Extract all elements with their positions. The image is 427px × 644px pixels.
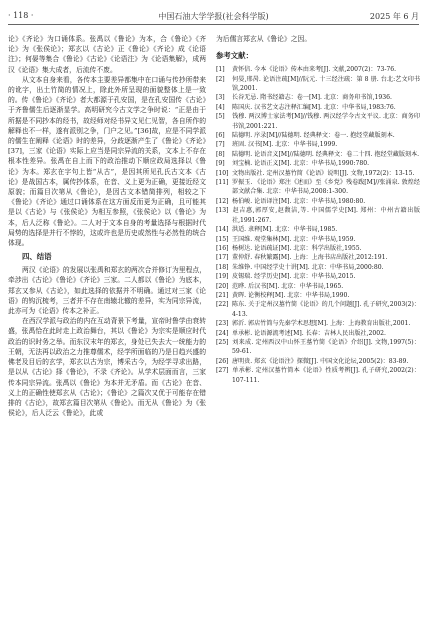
reference-item — [216, 282, 420, 291]
reference-text: 陈东. 关于定州汉墓竹简《论语》的几个问题[J]. 孔子研究,2003(2)：4-13. — [232, 301, 420, 318]
reference-item — [216, 235, 420, 244]
reference-text: 刘宝楠. 论语正义[M]. 北京：中华书局,1990:780. — [232, 160, 370, 168]
reference-item — [216, 75, 420, 94]
references-list — [216, 65, 420, 385]
reference-text: 班固. 汉书[M]. 北京：中华书局,1999. — [232, 141, 338, 149]
reference-item — [216, 244, 420, 253]
body-paragraph: 为后儒言郑玄从《鲁论》之因。 — [216, 35, 312, 43]
reference-number: [8] — [216, 150, 225, 158]
reference-item — [216, 300, 420, 319]
reference-number: [20] — [216, 282, 229, 290]
reference-number: [26] — [216, 357, 229, 365]
body-paragraph: 两汉《论语》的发展以张禹和郑玄的两次合并修订为里程点，牵涉出《古论》《鲁论》《齐论》三家。二人都以《鲁论》为底本，郑玄又参从《古论》，如此选择的依据并不明确。通过对三家《论语》的钩沉梳考，三者并不存在南辕北辙的差异，实为同宗异流，此亦可为《论语》传本之补正。 — [8, 266, 206, 316]
reference-text: 杨伯峻. 论语译注[M]. 北京：中华书局,1980:80. — [232, 197, 366, 205]
reference-item — [216, 225, 420, 234]
reference-number: [4] — [216, 103, 225, 111]
reference-number: [5] — [216, 113, 225, 121]
reference-item — [216, 65, 420, 74]
reference-item — [216, 263, 420, 272]
reference-text: 长谷无忌. 隋书经籍志：卷一[M]. 北京：商务印书馆,1936. — [232, 94, 392, 102]
right-column — [216, 34, 420, 642]
reference-item — [216, 291, 420, 300]
reference-number: [19] — [216, 273, 229, 281]
reference-number: [3] — [216, 94, 225, 102]
reference-item — [216, 159, 420, 168]
reference-number: [7] — [216, 141, 225, 149]
reference-text: 郭沂. 郭店竹简与先秦学术思想[M]. 上海：上海教育出版社,2001. — [232, 320, 411, 328]
reference-text: 单承彬. 论语源流考述[M]. 长春：吉林人民出版社,2002. — [232, 329, 386, 337]
reference-text: 罗振玉. 《论语》郑注《述而》至《乡党》残卷跋[M]//张涌泉. 敦煌经部文献合集. 北京：中华书局,2008:1-300. — [232, 179, 420, 196]
reference-item — [216, 366, 420, 385]
reference-text: 刘来成. 定州西汉中山怀王墓竹简《论语》介绍[J]. 文物,1997(5)：59-61. — [232, 338, 420, 356]
reference-text: 唐明贵. 郑玄《论语注》探微[J]. 中国文化论坛,2005(2)：83-89. — [232, 357, 409, 365]
reference-text: 陈国庆. 汉书艺文志注释汇编[M]. 北京：中华书局,1983:76. — [232, 103, 396, 111]
reference-item — [216, 272, 420, 281]
reference-text: 文物出版社. 定州汉墓竹简《论语》说明[J]. 文物,1972(2)：13-15. — [232, 169, 415, 177]
reference-number: [15] — [216, 235, 229, 243]
reference-item — [216, 178, 420, 197]
reference-item — [216, 150, 420, 159]
reference-text: 何晏,邢昺. 论语注疏[M]//阮元. 十三经注疏：第 8 册. 台北:艺文印书馆,2001. — [232, 75, 420, 93]
reference-number: [16] — [216, 244, 229, 252]
reference-number: [13] — [216, 207, 229, 215]
reference-number: [17] — [216, 254, 229, 262]
reference-text: 王国维. 观堂集林[M]. 北京：中华书局,1959. — [232, 235, 356, 243]
reference-text: 皮锡瑞. 经学历史[M]. 北京：中华书局,2015. — [232, 273, 356, 281]
reference-text: 陆德明. 论语音义[M]//陆德明. 经典释文：卷二十四. 抱经堂藏版刻本. — [232, 150, 420, 158]
reference-number: [27] — [216, 367, 229, 375]
reference-item — [216, 319, 420, 328]
reference-number: [1] — [216, 66, 225, 74]
reference-text: 赵吉惠,郭厚安,赵馥洁,等. 中国儒学史[M]. 郑州：中州古籍出版社,1991:267. — [232, 207, 420, 224]
reference-number: [22] — [216, 301, 229, 309]
reference-number: [14] — [216, 226, 229, 234]
reference-item — [216, 131, 420, 140]
reference-text: 董仲舒. 春秋繁露[M]. 上海：上海书店出版社,2012:191. — [232, 254, 388, 262]
reference-item — [216, 140, 420, 149]
reference-number: [25] — [216, 338, 229, 346]
references-heading: 参考文献： — [216, 51, 253, 61]
reference-number: [23] — [216, 320, 229, 328]
reference-item — [216, 329, 420, 338]
reference-number: [21] — [216, 291, 229, 299]
reference-text: 陆德明. 序录[M]//陆德明. 经典释文：卷一. 抱经堂藏版刻本. — [232, 132, 395, 140]
reference-item — [216, 93, 420, 102]
section-heading: 四、结语 — [22, 252, 52, 262]
body-paragraph: 论》《齐论》为口诵体系。张禹以《鲁论》为本，合《鲁论》《齐论》为《张侯论》；郑玄以《古论》正《鲁论》《齐论》成《论语注》；何晏等集合《鲁论》《古论》《论语注》为《论语集解》，成两汉《论语》集大成者，后流传不废。 — [8, 35, 206, 74]
body-paragraph: 从文本自身来看，各传本主要差异都集中在口诵与传抄所带来的讹字，出土竹简的情况上，除此外所呈现的面貌整体上是一致的。传《鲁论》《齐论》者大都源于孔安国，是在孔安国传《古论》于齐鲁儒生后逐渐显学。高明研究今古文学之争时说：“正是由于所据是不同抄本的经书，故经师对经书异文见仁见智，各自所作的解释也不一样，遂有派别之争，门户之见。”[36]故，应是不同学派的儒生在阐释《论语》时的差异，分歧逐渐产生了《鲁论》《齐论》[37]，三家《论语》实际上应当是同宗异流的关系，文本上不存在根本性差异。张禹在自上而下的政治推动下顺应政局选择以《鲁论》为本。郑玄在字句上皆“从古”，是因其所见孔氏古文本《古论》是战国古本，属传抄体系，在音、义上更为正确，更接近经文原貌；而篇目次第从《鲁论》，是因古文本错简排列，相较之下《鲁论》《齐论》通过口诵体系在这方面反而更为正确，且可能其是以《古论》与《张侯论》为相互参照，《张侯论》以《鲁论》为本，后人泛称《鲁论》。二人对于文本自身的考量选择与根据时代局势的选择是并行不悖的，这或许也是历史或然性与必然性的统合体现。 — [8, 75, 206, 248]
reference-number: [11] — [216, 179, 229, 187]
issue-date: 2025 年 6 月 — [369, 12, 419, 21]
reference-item — [216, 206, 420, 225]
reference-text: 杨树达. 论语疏证[M]. 北京：科学出版社,1955. — [232, 244, 362, 252]
reference-number: [9] — [216, 160, 225, 168]
reference-text: 钱穆. 两汉博士家法考[M]//钱穆. 两汉经学今古文平议. 北京：商务印书馆,2001:221. — [232, 113, 420, 130]
reference-text: 黄怀信. 今本《论语》传本由来考[J]. 文献,2007(2)：73-76. — [232, 66, 397, 74]
reference-number: [6] — [216, 132, 225, 140]
reference-item — [216, 197, 420, 206]
reference-item — [216, 357, 420, 366]
page-number: · 118 · — [8, 11, 34, 20]
reference-number: [10] — [216, 169, 229, 177]
reference-text: 黄晖. 论衡校释[M]. 北京：中华书局,1990. — [232, 291, 350, 299]
reference-item — [216, 338, 420, 357]
reference-number: [12] — [216, 197, 229, 205]
journal-title: 中国石油大学学报(社会科学版) — [158, 12, 269, 21]
body-paragraph: 在西汉学派与政治的内在互动背景下考量，宣帝时鲁学由衰转盛，张禹恰在此时走上政治舞台，其以《鲁论》为宗实是顺应时代政治的识时务之举。而东汉末年的郑玄，身处已失去大一统能力的王朝，无法再以政治之力推尊儒术，经学所面临的乃是日趋兴盛的佛老及目后的玄学，郑玄以古为宗，博采古今，为经学寻求出路，是以从《古论》择《鲁论》，不录《齐论》。从学术层面而言，三家传本同宗异流。张禹以《鲁论》为本并无矛盾。而《古论》在音、义上的正确性使郑玄从《古论》；《鲁论》之篇次又优于可能存在错排的《古论》，故郑玄篇目次第从《鲁论》。而无从《鲁论》为《张侯论》，后人泛云《鲁论》，此或 — [8, 317, 206, 418]
reference-text: 朱维铮. 中国经学史十讲[M]. 北京：中华书局,2000:80. — [232, 263, 384, 271]
left-column — [8, 34, 206, 642]
running-header — [8, 10, 419, 25]
reference-number: [24] — [216, 329, 229, 337]
reference-item — [216, 103, 420, 112]
reference-text: 范晔. 后汉书[M]. 北京：中华书局,1965. — [232, 282, 344, 290]
reference-number: [18] — [216, 263, 229, 271]
reference-text: 单承彬. 定州汉墓竹简本《论语》性质考辨[J]. 孔子研究,2002(2)：107-111. — [232, 367, 420, 384]
reference-item — [216, 112, 420, 131]
reference-number: [2] — [216, 75, 225, 83]
reference-item — [216, 253, 420, 262]
reference-item — [216, 169, 420, 178]
reference-text: 洪适. 隶释[M]. 北京：中华书局,1985. — [232, 226, 338, 234]
